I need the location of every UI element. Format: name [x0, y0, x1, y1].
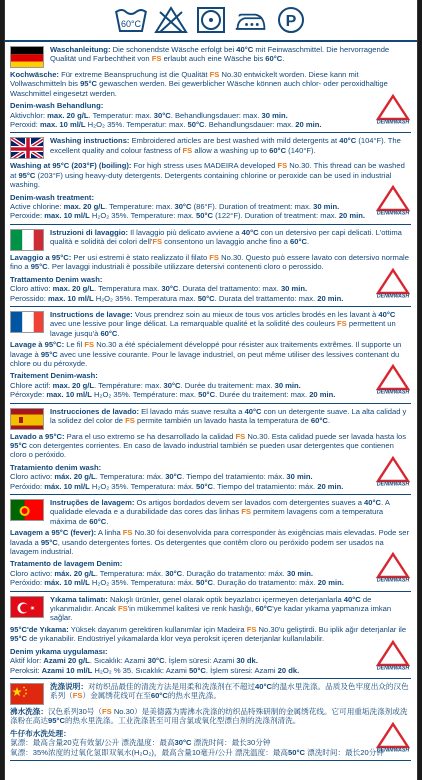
flag-es-icon: [10, 408, 44, 430]
section-divider: [10, 760, 411, 761]
denim-wash-chlorine-row: Active chlorine: max. 20 g/L. Temperature: max. 30°C (86°F). Duration of treatment: max. 30 min.: [10, 202, 340, 212]
denim-wash-peroxide-row: Peroxide: max. 10 ml/L H₂O₂ 35%. Temperature: max. 50°C (122°F). Duration of treatment: max. 20 min.: [10, 211, 365, 221]
denimwash-logo-icon: [375, 184, 411, 216]
section-title: Yıkama talimatı:: [50, 594, 108, 604]
flag-cn-icon: [10, 683, 44, 705]
section-header: [10, 136, 411, 159]
section-header: [10, 682, 411, 705]
denimwash-logo-icon: [375, 363, 411, 395]
hot-wash-text: 沸水洗涤：汉色系列30号（FS No.30）是美德露为需沸水洗涤的纺织品特殊研制的金属绣花线。它可用重垢洗涤剂或洗涤粉在高达95°C的热水里洗涤。工业洗涤甚至可用含氯或氧化型漂白剂的洗涤剂清洗。: [10, 706, 408, 726]
denim-wash-peroxide-row: Peróxido: máx. 10 ml/L H₂O₂ 35%. Temperatura: máx. 50°C. Tiempo del tratamiento: máx. 20 min.: [10, 481, 344, 491]
denim-wash-heading: Denim yıkama uygulaması:: [10, 646, 108, 656]
denim-wash-heading: Denim-wash Behandlung:: [10, 101, 104, 111]
svg-text:DENIMWASH: DENIMWASH: [376, 119, 410, 125]
language-section-pt: [5, 495, 417, 592]
tumble-dry-icon: [194, 4, 228, 36]
language-section-gb: [5, 133, 417, 224]
section-intro-text: Instruções de lavagem: Os artigos bordados devem ser lavados com detergentes suaves a 40°C. A qualidade elevada e a durabilidade das cores das linhas FS permitem lavagens com a temperatura máxima de 60°C.: [50, 498, 390, 526]
professional-cleaning-p-icon: [274, 4, 308, 36]
denim-wash-heading: Tratamiento denim wash:: [10, 462, 102, 472]
care-symbols-row: [5, 0, 417, 42]
svg-text:DENIMWASH: DENIMWASH: [376, 389, 410, 395]
denim-wash-heading: Denim-wash treatment:: [10, 192, 94, 202]
section-title: Washing instructions:: [50, 136, 130, 146]
denim-wash-chlorine-row: Cloro attivo: max. 20 g/L. Temperatura max. 30°C. Durata del trattamento: max. 30 min.: [10, 284, 308, 294]
denimwash-logo-icon: [375, 267, 411, 299]
section-title: 洗涤说明：: [50, 681, 88, 691]
hot-wash-text: Lavado a 95°C: Para el uso extremo se ha desarrollado la calidad FS No.30. Esta calidad puede ser lavada hasta los 95°C con detergentes corrientes. En caso de lavado industrial también se pueden usar detergentes que contienen cloro o peróxido.: [10, 431, 407, 460]
section-title: Instruções de lavagem:: [50, 498, 135, 507]
denim-wash-chlorine-row: Aktivchlor: max. 20 g/L. Temperatur: max. 30°C. Behandlungsdauer: max. 30 min.: [10, 110, 288, 120]
section-title: Waschanleitung:: [50, 45, 111, 54]
language-section-it: [5, 225, 417, 307]
section-header: [10, 595, 411, 623]
section-intro-text: Instructions de lavage: Vous prendrez soin au mieux de tous vos articles brodés en les lavant à 40°C avec une lessive pour linge délicat. La remarquable qualité et la solidité des couleurs FS permettent un lavage jusqu'à 60°C.: [50, 309, 396, 338]
denim-wash-chlorine-row: Cloro activo: máx. 20 g/L. Temperatura: máx. 30°C. Duração do tratamento: máx. 30 min.: [10, 568, 314, 578]
svg-text:P: P: [285, 13, 297, 30]
hot-wash-text: Lavage à 95°C: Le fil FS No.30 a été spécialement développé pour résister aux traitements extrêmes. Il supporte un lavage à 95°C avec une lessive courante. Pour le lavage industriel, on peut même utiliser des lessives contenant du chlore ou du péroxyde.: [10, 340, 402, 368]
svg-text:DENIMWASH: DENIMWASH: [376, 747, 410, 753]
denim-wash-chlorine-row: Aktif klor: Azami 20 g/L. Sıcaklık: Azami 30°C. İşlem süresi: Azami 30 dk.: [10, 656, 258, 666]
section-title: Istruzioni di lavaggio:: [50, 227, 129, 237]
denim-wash-heading: Tratamento de lavagem Denim:: [10, 559, 123, 569]
language-section-tr: [5, 592, 417, 679]
flag-fr-icon: [10, 311, 44, 333]
svg-text:DENIMWASH: DENIMWASH: [376, 577, 410, 583]
svg-text:DENIMWASH: DENIMWASH: [376, 293, 410, 299]
denim-wash-heading: Traitement Denim-wash:: [10, 371, 98, 381]
section-intro-text: Istruzioni di lavaggio: Il lavaggio più delicato avviene a 40°C con un detersivo per capi delicati. L'ottima qualità e solidità dei colori dell'FS consentono un lavaggio anche fino a 60°C.: [50, 227, 402, 247]
denim-wash-heading: Trattamento Denim wash:: [10, 274, 103, 284]
hot-wash-text: Lavaggio a 95°C: Per usi estremi è stato realizzato il filato FS No.30. Questo può essere lavato con detersivo normale fino a 95°C. Per lavaggi industriali è possibile utilizzare detersivi contenenti cloro o perossido.: [10, 252, 409, 272]
denim-wash-peroxide-row: Peroxid: max. 10 ml/L H₂O₂ 35%. Temperatur: max. 50°C. Behandlungsdauer: max. 20 min.: [10, 120, 322, 130]
denimwash-logo-icon: [375, 93, 411, 125]
flag-de-icon: [10, 46, 44, 68]
denim-wash-heading: 牛仔布水洗处理：: [10, 728, 71, 738]
denimwash-logo-icon: [375, 455, 411, 487]
language-sections: [5, 42, 417, 761]
svg-text:DENIMWASH: DENIMWASH: [376, 665, 410, 671]
hot-wash-text: 95°C'de Yıkama: Yüksek dayanım gerektiren kullanımlar için Madeira FS No.30'u geliştirdi. Bu iplik ağır deterjanlar ile 95°C de yıkanabilir. Endüstriyel yıkamalarda klor veya peroksit içeren deterjanlar kullanılabilir.: [10, 624, 407, 644]
section-header: [10, 310, 411, 338]
no-bleach-icon: [154, 4, 188, 36]
svg-text:DENIMWASH: DENIMWASH: [376, 210, 410, 217]
flag-pt-icon: [10, 499, 44, 521]
language-section-cn: [5, 679, 417, 761]
denim-wash-peroxide-row: Péroxyde: max. 10 ml/L H₂O₂ 35%. Température: max. 50°C. Durée du traitement: max. 20 min.: [10, 390, 336, 400]
section-intro-text: 洗涤说明：对纺织品最佳的清洗方法是用柔和洗涤剂在不超过40°C的温水里洗涤。品质及色牢度出众的汉色系列（FS）金属绣花线可在至60°C的热水里洗涤。: [50, 681, 409, 701]
svg-text:60°C: 60°C: [120, 19, 142, 29]
care-label-card: [4, 0, 418, 780]
wash-60-icon: [114, 4, 148, 36]
section-intro-text: Waschanleitung: Die schonendste Wäsche erfolgt bei 40°C mit Feinwaschmittel. Die hervorragende Qualität und Farbechtheit von FS erlaubt auch eine Wäsche bis 60°C.: [50, 45, 390, 64]
denim-wash-peroxide-row: Peroksit: Azami 10 ml/L H₂O₂ % 35. Sıcaklık: Azami 50°C. İşlem süresi: Azami 20 dk.: [10, 665, 300, 675]
flag-it-icon: [10, 229, 44, 251]
section-intro-text: Instrucciones de lavado: El lavado más suave resulta a 40°C con un detergente suave. La alta calidad y la solidez del color de FS permite también un lavado hasta la temperatura de 60°C.: [50, 406, 407, 425]
language-section-de: [5, 42, 417, 133]
section-intro-text: Yıkama talimatı: Nakışlı ürünler, genel olarak optik beyazlatıcı içermeyen deterjanlarla 40°C de yıkanmalıdır. Ancak FS'in mükemmel kalitesi ve renk haslığı, 60°C'ye kadar yıkama yapmanıza imkan sağlar.: [50, 594, 392, 623]
flag-tr-icon: [10, 596, 44, 618]
denim-wash-chlorine-row: Cloro activo: máx. 20 g/L. Temperatura: máx. 30°C. Tiempo del tratamiento: máx. 30 min.: [10, 472, 313, 482]
hot-wash-text: Kochwäsche: Für extreme Beanspruchung ist die Qualität FS No.30 entwickelt worden. Diese kann mit Vollwaschmitteln bis 95°C gewaschen werden. Bei gewerblicher Wäsche können auch chlor- oder peroxidhaltige Waschmittel eingesetzt werden.: [10, 70, 388, 98]
section-title: Instrucciones de lavado:: [50, 406, 140, 416]
section-header: [10, 228, 411, 251]
language-section-es: [5, 404, 417, 495]
denim-wash-chlorine-row: Chlore actif: max. 20 g/L. Température: max. 30°C. Durée du traitement: max. 30 min.: [10, 380, 301, 390]
denimwash-logo-icon: [375, 639, 411, 671]
flag-gb-icon: [10, 137, 44, 159]
section-intro-text: Washing instructions: Embroidered articles are best washed with mild detergents at 40°C (104°F). The excellent quality and colour fastness of FS allow a washing up to 60°C (140°F).: [50, 136, 401, 155]
language-section-fr: [5, 307, 417, 404]
section-header: [10, 498, 411, 526]
section-title: Instructions de lavage:: [50, 309, 133, 319]
section-header: [10, 45, 411, 68]
denim-wash-chlorine-row: 氯漂：最高含量20克有效氯/公升 漂洗温度：最高30°C 漂洗时间：最长30分钟: [10, 738, 271, 748]
hot-wash-text: Washing at 95°C (203°F) (boiling): For high stress uses MADEIRA developed FS No.30. This thread can be washed at 95°C (203°F) using heavy-duty detergents. Detergents containing chlorine or peroxide can be used in industrial washing.: [10, 161, 405, 190]
section-header: [10, 407, 411, 430]
svg-text:DENIMWASH: DENIMWASH: [376, 481, 410, 487]
iron-icon: [234, 4, 268, 36]
hot-wash-text: Lavagem a 95°C (fever): A linha FS No.30 foi desenvolvida para corresponder às exigências mais elevadas. Pode ser lavada a 95°C, usando detergentes fortes. Os detergentes que contêm cloro ou peróxido podem ser usados na lavagem industrial.: [10, 528, 410, 557]
denim-wash-peroxide-row: Peróxido: máx. 10 ml/L H₂O₂ 35%. Temperatura: máx. 50°C. Duração do tratamento: máx. 20 min.: [10, 578, 344, 588]
denimwash-logo-icon: [375, 721, 411, 753]
denimwash-logo-icon: [375, 551, 411, 583]
denim-wash-peroxide-row: Perossido: max. 10 ml/L H₂O₂ 35%. Temperatura max. 50°C. Durata del trattamento: max. 20 min.: [10, 293, 344, 303]
denim-wash-peroxide-row: 氧漂：35%浓度的过氧化氢即双氧水(H₂O₂)，最高含量10毫升/公升 漂洗温度：最高50°C 漂洗时间：最长20分钟: [10, 747, 384, 757]
